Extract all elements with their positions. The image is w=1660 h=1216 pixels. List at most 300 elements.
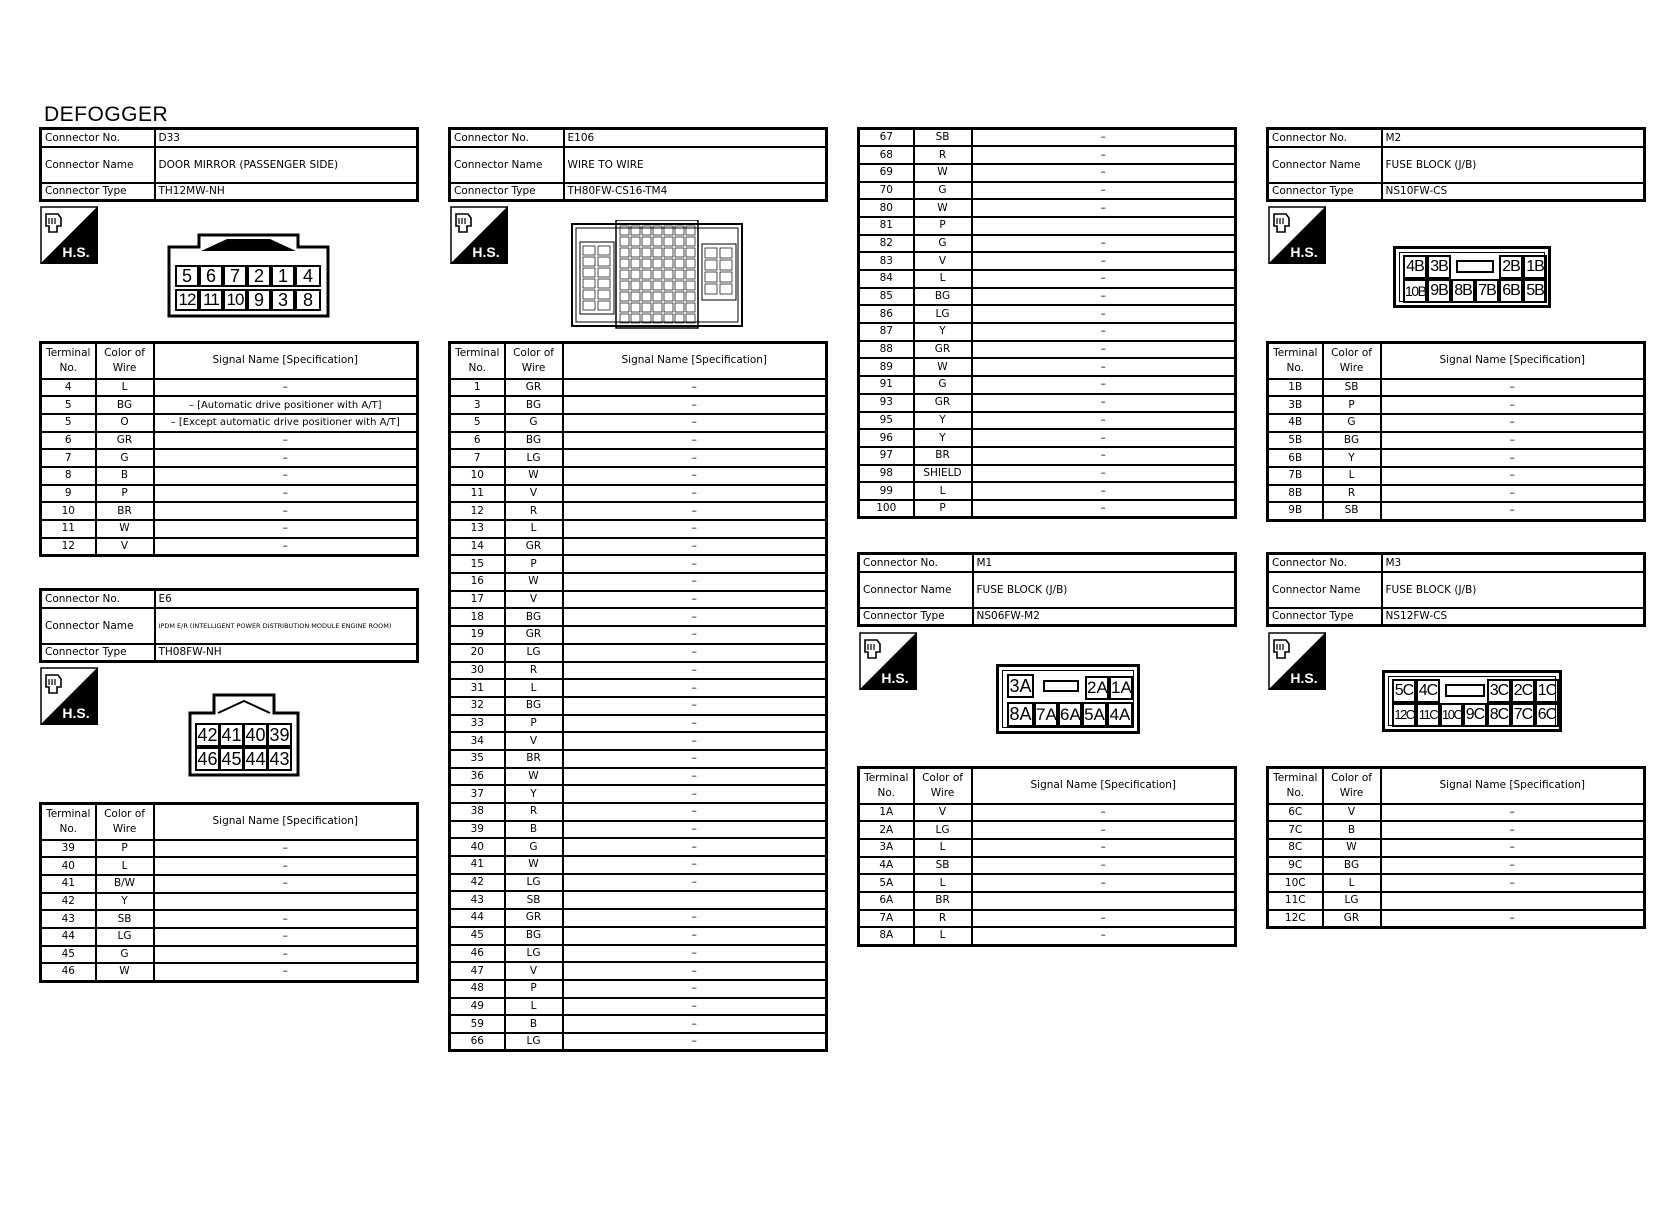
terminal-no-cell: 5 xyxy=(41,396,96,414)
terminal-no-cell: 41 xyxy=(41,875,96,893)
terminal-no-cell: 40 xyxy=(450,838,505,856)
pin-2B: 2B xyxy=(1499,255,1523,279)
signal-name-cell: – xyxy=(972,412,1236,430)
pin-45: 45 xyxy=(219,747,244,771)
pin-1A: 1A xyxy=(1109,676,1133,700)
terminal-no-cell: 10 xyxy=(450,467,505,485)
table-row xyxy=(1268,910,1645,928)
connector-no-value: M1 xyxy=(973,554,1236,572)
terminal-no-cell: 46 xyxy=(41,963,96,981)
terminal-no-cell: 4 xyxy=(41,379,96,397)
signal-name-cell: – xyxy=(1381,485,1645,503)
e106-info-table xyxy=(448,127,828,202)
terminal-no-cell: 86 xyxy=(859,305,914,323)
wire-color-cell: W xyxy=(1323,839,1381,857)
table-row xyxy=(450,1015,827,1033)
m3-terminal-table xyxy=(1266,766,1646,929)
connector-type-label: Connector Type xyxy=(1268,183,1382,201)
signal-name-cell: – xyxy=(563,573,827,591)
terminal-no-cell: 43 xyxy=(450,891,505,909)
wire-color-cell: B xyxy=(96,467,154,485)
harness-side-icon xyxy=(40,206,98,264)
pin-6C: 6C xyxy=(1535,703,1559,727)
signal-name-cell: – xyxy=(563,821,827,839)
harness-side-icon xyxy=(1268,632,1326,690)
terminal-no-cell: 6C xyxy=(1268,804,1323,822)
wire-color-cell: SB xyxy=(1323,502,1381,520)
table-row xyxy=(450,573,827,591)
signal-name-cell: – xyxy=(563,909,827,927)
wire-color-cell: W xyxy=(914,199,972,217)
signal-name-cell: – xyxy=(563,715,827,733)
terminal-no-cell: 66 xyxy=(450,1033,505,1051)
signal-name-cell: – xyxy=(972,341,1236,359)
table-row xyxy=(450,520,827,538)
signal-name-cell: – xyxy=(563,449,827,467)
signal-name-cell: – xyxy=(563,662,827,680)
terminal-no-cell: 41 xyxy=(450,856,505,874)
d33-connector-face xyxy=(167,233,330,318)
table-row xyxy=(450,591,827,609)
signal-name-cell: – xyxy=(972,129,1236,147)
signal-name-cell: – xyxy=(1381,839,1645,857)
terminal-no-cell: 98 xyxy=(859,465,914,483)
terminal-no-cell: 91 xyxy=(859,376,914,394)
signal-name-cell: – xyxy=(154,538,418,556)
terminal-no-cell: 70 xyxy=(859,182,914,200)
wire-color-cell: BG xyxy=(505,927,563,945)
m1-terminal-table xyxy=(857,766,1237,947)
terminal-no-cell: 19 xyxy=(450,626,505,644)
signal-name-cell: – xyxy=(972,447,1236,465)
wire-color-cell: V xyxy=(505,485,563,503)
connector-type-label: Connector Type xyxy=(1268,608,1382,626)
table-row xyxy=(41,538,418,556)
pin-3A: 3A xyxy=(1007,674,1034,698)
signal-name-cell: – xyxy=(1381,449,1645,467)
terminal-no-cell: 81 xyxy=(859,217,914,235)
wire-color-cell: W xyxy=(96,520,154,538)
pin-9C: 9C xyxy=(1463,703,1487,727)
table-row xyxy=(450,874,827,892)
pin-9: 9 xyxy=(247,289,271,311)
e6-info-table xyxy=(39,588,419,663)
table-row xyxy=(450,715,827,733)
wire-color-cell: O xyxy=(96,414,154,432)
signal-name-cell: – xyxy=(563,502,827,520)
terminal-no-cell: 96 xyxy=(859,429,914,447)
color-of-wire-header: Color of Wire xyxy=(96,343,154,379)
table-row xyxy=(41,520,418,538)
table-row xyxy=(41,963,418,981)
terminal-no-cell: 34 xyxy=(450,732,505,750)
signal-name-cell: – xyxy=(563,679,827,697)
signal-name-header: Signal Name [Specification] xyxy=(972,768,1236,804)
table-row xyxy=(41,928,418,946)
terminal-no-cell: 2A xyxy=(859,821,914,839)
signal-name-cell xyxy=(154,893,418,911)
table-row xyxy=(1268,804,1645,822)
wire-color-cell: GR xyxy=(914,341,972,359)
terminal-no-cell: 8C xyxy=(1268,839,1323,857)
signal-name-cell: – xyxy=(563,538,827,556)
wire-color-cell: G xyxy=(1323,414,1381,432)
table-row xyxy=(450,502,827,520)
terminal-no-cell: 16 xyxy=(450,573,505,591)
pin-4B: 4B xyxy=(1403,255,1427,279)
fuse-slot xyxy=(1456,260,1494,273)
table-row xyxy=(450,945,827,963)
wire-color-cell: L xyxy=(505,998,563,1016)
signal-name-cell: – xyxy=(972,874,1236,892)
terminal-no-header: Terminal No. xyxy=(1268,343,1323,379)
signal-name-cell: – xyxy=(563,980,827,998)
signal-name-cell: – xyxy=(563,945,827,963)
pin-1C: 1C xyxy=(1535,679,1559,703)
signal-name-cell: – xyxy=(1381,396,1645,414)
e106-terminal-table-continued xyxy=(857,127,1237,519)
wire-color-cell: GR xyxy=(96,432,154,450)
signal-name-cell: – xyxy=(563,1033,827,1051)
signal-name-cell: – xyxy=(154,946,418,964)
terminal-no-cell: 68 xyxy=(859,146,914,164)
connector-no-value: D33 xyxy=(155,129,418,147)
wire-color-cell: BG xyxy=(914,288,972,306)
pin-7C: 7C xyxy=(1511,703,1535,727)
signal-name-cell: – xyxy=(972,164,1236,182)
connector-type-label: Connector Type xyxy=(859,608,973,626)
wire-color-cell: LG xyxy=(505,945,563,963)
signal-name-cell: – xyxy=(154,520,418,538)
connector-no-value: M2 xyxy=(1382,129,1645,147)
signal-name-cell: – xyxy=(972,821,1236,839)
pin-5A: 5A xyxy=(1082,702,1107,727)
pin-3: 3 xyxy=(271,289,295,311)
wire-color-cell: BG xyxy=(1323,432,1381,450)
table-row xyxy=(1268,432,1645,450)
wire-color-cell: SB xyxy=(914,129,972,147)
terminal-no-cell: 44 xyxy=(41,928,96,946)
terminal-no-cell: 37 xyxy=(450,785,505,803)
e106-terminal-table xyxy=(448,341,828,1052)
terminal-no-cell: 11C xyxy=(1268,892,1323,910)
table-row xyxy=(859,217,1236,235)
terminal-no-cell: 35 xyxy=(450,750,505,768)
signal-name-cell: – xyxy=(563,785,827,803)
table-row xyxy=(1268,449,1645,467)
table-row xyxy=(41,857,418,875)
signal-name-cell: – xyxy=(1381,821,1645,839)
signal-name-cell xyxy=(563,891,827,909)
wire-color-cell: P xyxy=(96,485,154,503)
signal-name-cell: – xyxy=(1381,432,1645,450)
wire-color-cell: V xyxy=(505,732,563,750)
table-row xyxy=(41,875,418,893)
page-title: DEFOGGER xyxy=(44,103,169,126)
terminal-no-cell: 9 xyxy=(41,485,96,503)
signal-name-cell: – xyxy=(154,928,418,946)
connector-type-value: TH12MW-NH xyxy=(155,183,418,201)
wire-color-cell: L xyxy=(505,679,563,697)
connector-name-value: IPDM E/R (INTELLIGENT POWER DISTRIBUTION MODULE ENGINE ROOM) xyxy=(155,608,418,644)
wire-color-cell: BG xyxy=(505,432,563,450)
table-row xyxy=(450,485,827,503)
svg-text:H.S.: H.S. xyxy=(472,244,500,260)
signal-name-cell: – xyxy=(563,432,827,450)
wire-color-cell: GR xyxy=(505,538,563,556)
pin-8C: 8C xyxy=(1487,703,1511,727)
table-row xyxy=(450,732,827,750)
connector-name-label: Connector Name xyxy=(41,608,155,644)
wire-color-cell: LG xyxy=(505,1033,563,1051)
signal-name-cell: – xyxy=(972,500,1236,518)
terminal-no-cell: 10 xyxy=(41,502,96,520)
wire-color-cell: L xyxy=(914,927,972,945)
pin-4A: 4A xyxy=(1107,702,1133,727)
signal-name-cell: – xyxy=(972,482,1236,500)
table-row xyxy=(450,396,827,414)
signal-name-cell: – xyxy=(563,626,827,644)
wire-color-cell: LG xyxy=(914,305,972,323)
table-row xyxy=(1268,396,1645,414)
wire-color-cell: Y xyxy=(914,412,972,430)
wire-color-cell: GR xyxy=(505,626,563,644)
wire-color-cell: R xyxy=(914,910,972,928)
m1-info-table xyxy=(857,552,1237,627)
terminal-no-cell: 69 xyxy=(859,164,914,182)
signal-name-cell: – xyxy=(1381,910,1645,928)
svg-text:H.S.: H.S. xyxy=(1290,670,1318,686)
signal-name-cell: – xyxy=(972,252,1236,270)
connector-name-label: Connector Name xyxy=(1268,572,1382,608)
table-row xyxy=(859,857,1236,875)
table-row xyxy=(859,358,1236,376)
wire-color-cell: V xyxy=(914,804,972,822)
table-row xyxy=(859,129,1236,147)
terminal-no-cell: 12C xyxy=(1268,910,1323,928)
connector-no-value: E6 xyxy=(155,590,418,608)
signal-name-cell: – xyxy=(563,555,827,573)
terminal-no-cell: 12 xyxy=(450,502,505,520)
pin-6: 6 xyxy=(199,265,223,287)
signal-name-cell: – xyxy=(972,857,1236,875)
wire-color-cell: R xyxy=(505,803,563,821)
wire-color-cell: P xyxy=(505,715,563,733)
connector-name-label: Connector Name xyxy=(450,147,564,183)
signal-name-cell: – xyxy=(1381,502,1645,520)
wire-color-cell: W xyxy=(505,768,563,786)
terminal-no-cell: 47 xyxy=(450,962,505,980)
pin-9B: 9B xyxy=(1427,279,1451,303)
pin-3C: 3C xyxy=(1487,679,1511,703)
table-row xyxy=(859,927,1236,945)
wire-color-cell: W xyxy=(505,573,563,591)
connector-name-label: Connector Name xyxy=(859,572,973,608)
m2-connector-face xyxy=(1393,246,1551,308)
table-row xyxy=(859,839,1236,857)
pin-1: 1 xyxy=(271,265,295,287)
wire-color-cell: G xyxy=(505,838,563,856)
table-row xyxy=(450,821,827,839)
connector-type-value: TH80FW-CS16-TM4 xyxy=(564,183,827,201)
table-row xyxy=(1268,467,1645,485)
table-row xyxy=(450,626,827,644)
connector-name-value: DOOR MIRROR (PASSENGER SIDE) xyxy=(155,147,418,183)
wire-color-cell: W xyxy=(914,358,972,376)
table-row xyxy=(450,1033,827,1051)
table-row xyxy=(859,874,1236,892)
signal-name-cell: – xyxy=(563,608,827,626)
terminal-no-cell: 45 xyxy=(450,927,505,945)
table-row xyxy=(41,910,418,928)
table-row xyxy=(450,697,827,715)
terminal-no-cell: 80 xyxy=(859,199,914,217)
terminal-no-cell: 31 xyxy=(450,679,505,697)
terminal-no-cell: 5 xyxy=(41,414,96,432)
signal-name-cell: – xyxy=(154,432,418,450)
wire-color-cell: GR xyxy=(505,909,563,927)
wire-color-cell: R xyxy=(505,502,563,520)
wire-color-cell: Y xyxy=(914,323,972,341)
connector-type-value: NS10FW-CS xyxy=(1382,183,1645,201)
signal-name-cell: – [Except automatic drive positioner with A/T] xyxy=(154,414,418,432)
signal-name-cell: – xyxy=(972,465,1236,483)
terminal-no-cell: 5A xyxy=(859,874,914,892)
table-row xyxy=(859,323,1236,341)
terminal-no-cell: 95 xyxy=(859,412,914,430)
table-row xyxy=(450,838,827,856)
connector-no-label: Connector No. xyxy=(1268,129,1382,147)
terminal-no-cell: 39 xyxy=(41,840,96,858)
signal-name-header: Signal Name [Specification] xyxy=(563,343,827,379)
m2-info-table xyxy=(1266,127,1646,202)
terminal-no-cell: 6B xyxy=(1268,449,1323,467)
signal-name-header: Signal Name [Specification] xyxy=(154,343,418,379)
signal-name-cell xyxy=(972,892,1236,910)
signal-name-cell: – xyxy=(154,875,418,893)
table-row xyxy=(859,892,1236,910)
terminal-no-cell: 11 xyxy=(450,485,505,503)
signal-name-cell: – xyxy=(972,199,1236,217)
signal-name-cell: – xyxy=(972,305,1236,323)
terminal-no-cell: 7A xyxy=(859,910,914,928)
wire-color-cell: V xyxy=(914,252,972,270)
signal-name-cell: – xyxy=(154,502,418,520)
table-row xyxy=(859,821,1236,839)
pin-7A: 7A xyxy=(1034,702,1058,727)
signal-name-cell: – xyxy=(154,857,418,875)
table-row xyxy=(450,998,827,1016)
wire-color-cell: LG xyxy=(914,821,972,839)
wire-color-cell: G xyxy=(914,235,972,253)
table-row xyxy=(859,465,1236,483)
terminal-no-cell: 83 xyxy=(859,252,914,270)
table-row xyxy=(859,164,1236,182)
wire-color-cell: P xyxy=(914,217,972,235)
table-row xyxy=(41,432,418,450)
signal-name-cell: – xyxy=(154,379,418,397)
signal-name-cell: – xyxy=(972,146,1236,164)
table-row xyxy=(859,376,1236,394)
table-row xyxy=(41,396,418,414)
terminal-no-cell: 7C xyxy=(1268,821,1323,839)
wire-color-cell: L xyxy=(914,482,972,500)
signal-name-cell: – xyxy=(563,732,827,750)
terminal-no-cell: 32 xyxy=(450,697,505,715)
wire-color-cell: W xyxy=(96,963,154,981)
signal-name-cell: – xyxy=(563,803,827,821)
wire-color-cell: Y xyxy=(505,785,563,803)
table-row xyxy=(41,840,418,858)
terminal-no-cell: 10C xyxy=(1268,874,1323,892)
signal-name-cell: – xyxy=(972,804,1236,822)
table-row xyxy=(450,980,827,998)
connector-name-value: FUSE BLOCK (J/B) xyxy=(1382,147,1645,183)
wire-color-cell: G xyxy=(505,414,563,432)
table-row xyxy=(450,768,827,786)
signal-name-cell: – xyxy=(972,839,1236,857)
terminal-no-cell: 84 xyxy=(859,270,914,288)
d33-info-table xyxy=(39,127,419,202)
signal-name-cell: – xyxy=(1381,857,1645,875)
terminal-no-cell: 5B xyxy=(1268,432,1323,450)
table-row xyxy=(859,429,1236,447)
e106-connector-face xyxy=(570,220,744,330)
terminal-no-cell: 3B xyxy=(1268,396,1323,414)
table-row xyxy=(41,946,418,964)
table-row xyxy=(859,305,1236,323)
terminal-no-cell: 7 xyxy=(450,449,505,467)
table-row xyxy=(41,414,418,432)
signal-name-cell: – xyxy=(563,485,827,503)
terminal-no-cell: 17 xyxy=(450,591,505,609)
m1-connector-face xyxy=(996,664,1140,734)
pin-7: 7 xyxy=(223,265,247,287)
signal-name-cell: – [Automatic drive positioner with A/T] xyxy=(154,396,418,414)
table-row xyxy=(450,432,827,450)
wire-color-cell: SB xyxy=(1323,379,1381,397)
pin-42: 42 xyxy=(195,723,220,747)
connector-type-value: TH08FW-NH xyxy=(155,644,418,662)
wire-color-cell: SB xyxy=(96,910,154,928)
wire-color-cell: L xyxy=(1323,467,1381,485)
table-row xyxy=(859,270,1236,288)
terminal-no-cell: 49 xyxy=(450,998,505,1016)
table-row xyxy=(450,927,827,945)
signal-name-cell: – xyxy=(563,591,827,609)
signal-name-header: Signal Name [Specification] xyxy=(1381,768,1645,804)
m3-connector-face xyxy=(1382,670,1562,732)
pin-5: 5 xyxy=(175,265,199,287)
signal-name-cell: – xyxy=(972,288,1236,306)
terminal-no-cell: 46 xyxy=(450,945,505,963)
terminal-no-cell: 5 xyxy=(450,414,505,432)
wire-color-cell: B xyxy=(505,821,563,839)
wire-color-cell: L xyxy=(96,857,154,875)
wire-color-cell: L xyxy=(914,839,972,857)
table-row xyxy=(859,341,1236,359)
table-row xyxy=(41,485,418,503)
terminal-no-cell: 100 xyxy=(859,500,914,518)
terminal-no-cell: 40 xyxy=(41,857,96,875)
connector-no-label: Connector No. xyxy=(41,129,155,147)
terminal-no-cell: 99 xyxy=(859,482,914,500)
table-row xyxy=(859,447,1236,465)
pin-8: 8 xyxy=(295,289,321,311)
signal-name-cell xyxy=(972,217,1236,235)
pin-10: 10 xyxy=(223,289,247,311)
connector-type-label: Connector Type xyxy=(450,183,564,201)
